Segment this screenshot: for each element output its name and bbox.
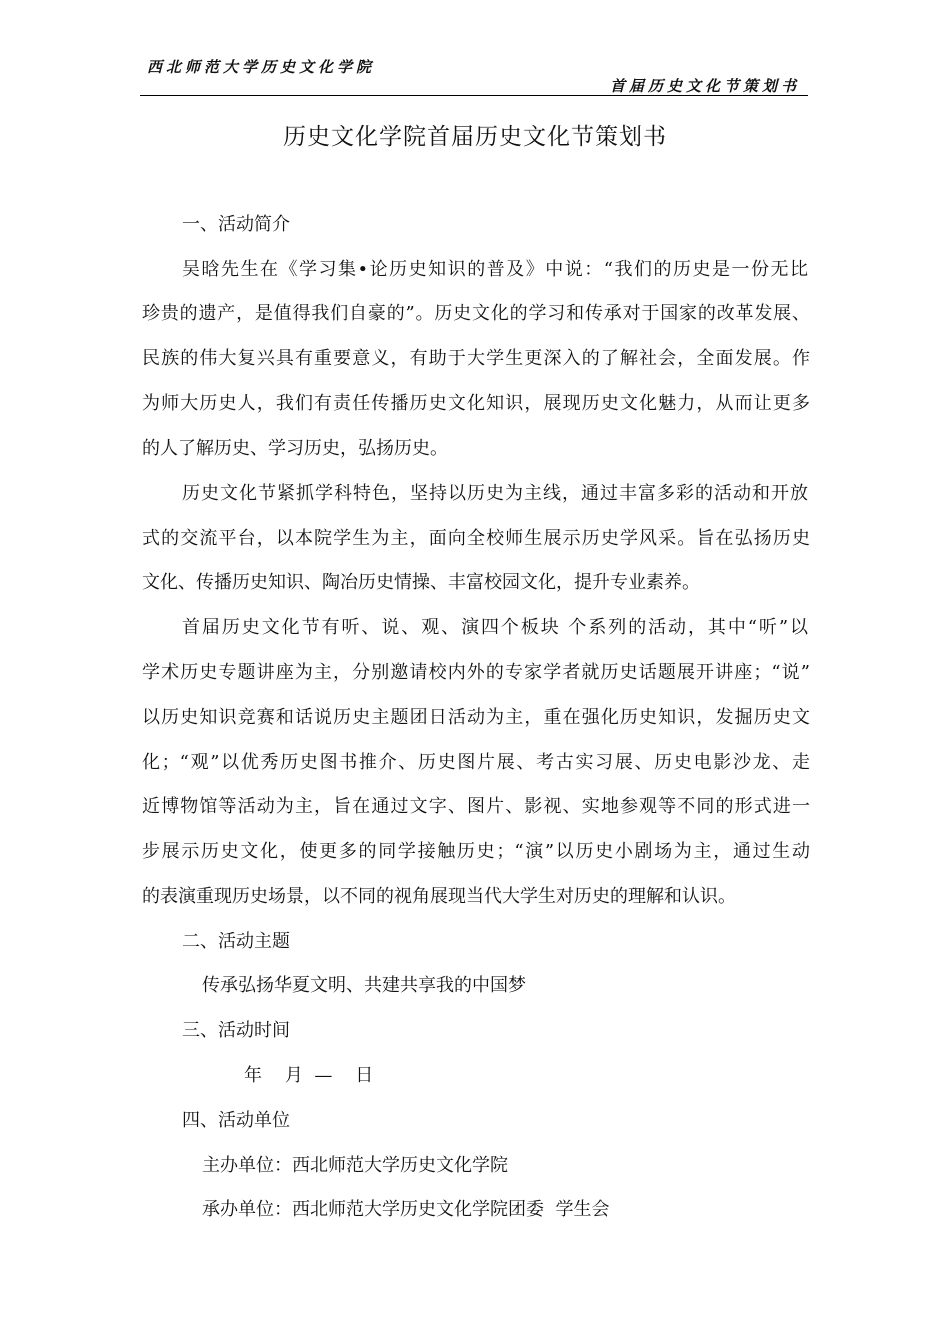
time-text: 年 月 — 日 bbox=[244, 1065, 374, 1086]
paragraph-line: 历史文化节紧抓学科特色，坚持以历史为主线，通过丰富多彩的活动和开放 bbox=[182, 483, 808, 504]
paragraph-line: 的人了解历史、学习历史，弘扬历史。 bbox=[142, 438, 448, 459]
paragraph-line: 化；“观”以优秀历史图书推介、历史图片展、考古实习展、历史电影沙龙、走 bbox=[142, 752, 810, 773]
paragraph-line: 式的交流平台，以本院学生为主，面向全校师生展示历史学风采。旨在弘扬历史 bbox=[142, 528, 810, 549]
paragraph-line: 为师大历史人，我们有责任传播历史文化知识，展现历史文化魅力，从而让更多 bbox=[142, 393, 810, 414]
paragraph-line: 的表演重现历史场景，以不同的视角展现当代大学生对历史的理解和认识。 bbox=[142, 886, 736, 907]
paragraph-line: 珍贵的遗产，是值得我们自豪的”。历史文化的学习和传承对于国家的改革发展、 bbox=[142, 303, 810, 324]
paragraph-line: 吴晗先生在《学习集•论历史知识的普及》中说：“我们的历史是一份无比 bbox=[182, 259, 808, 280]
section-heading-theme: 二、活动主题 bbox=[182, 931, 290, 952]
section-heading-unit: 四、活动单位 bbox=[182, 1110, 290, 1131]
header-school-name: 西北师范大学历史文化学院 bbox=[147, 58, 376, 76]
header-divider bbox=[140, 95, 808, 96]
paragraph-line: 步展示历史文化，使更多的同学接触历史；“演”以历史小剧场为主，通过生动 bbox=[142, 841, 810, 862]
header-doc-name: 首届历史文化节策划书 bbox=[609, 77, 800, 95]
organizer-text: 主办单位：西北师范大学历史文化学院 bbox=[202, 1155, 508, 1176]
undertaker-text: 承办单位：西北师范大学历史文化学院团委 学生会 bbox=[202, 1199, 610, 1220]
paragraph-line: 近博物馆等活动为主，旨在通过文字、图片、影视、实地参观等不同的形式进一 bbox=[142, 796, 810, 817]
document-title: 历史文化学院首届历史文化节策划书 bbox=[283, 124, 667, 150]
paragraph-line: 首届历史文化节有听、说、观、演四个板块 个系列的活动，其中“听”以 bbox=[182, 617, 808, 638]
paragraph-line: 学术历史专题讲座为主，分别邀请校内外的专家学者就历史话题展开讲座；“说” bbox=[142, 662, 810, 683]
theme-text: 传承弘扬华夏文明、共建共享我的中国梦 bbox=[202, 975, 526, 996]
section-heading-time: 三、活动时间 bbox=[182, 1020, 290, 1041]
paragraph-line: 以历史知识竞赛和话说历史主题团日活动为主，重在强化历史知识，发掘历史文 bbox=[142, 707, 810, 728]
section-heading-intro: 一、活动简介 bbox=[182, 214, 290, 235]
paragraph-line: 文化、传播历史知识、陶冶历史情操、丰富校园文化，提升专业素养。 bbox=[142, 572, 700, 593]
paragraph-line: 民族的伟大复兴具有重要意义，有助于大学生更深入的了解社会，全面发展。作 bbox=[142, 348, 810, 369]
